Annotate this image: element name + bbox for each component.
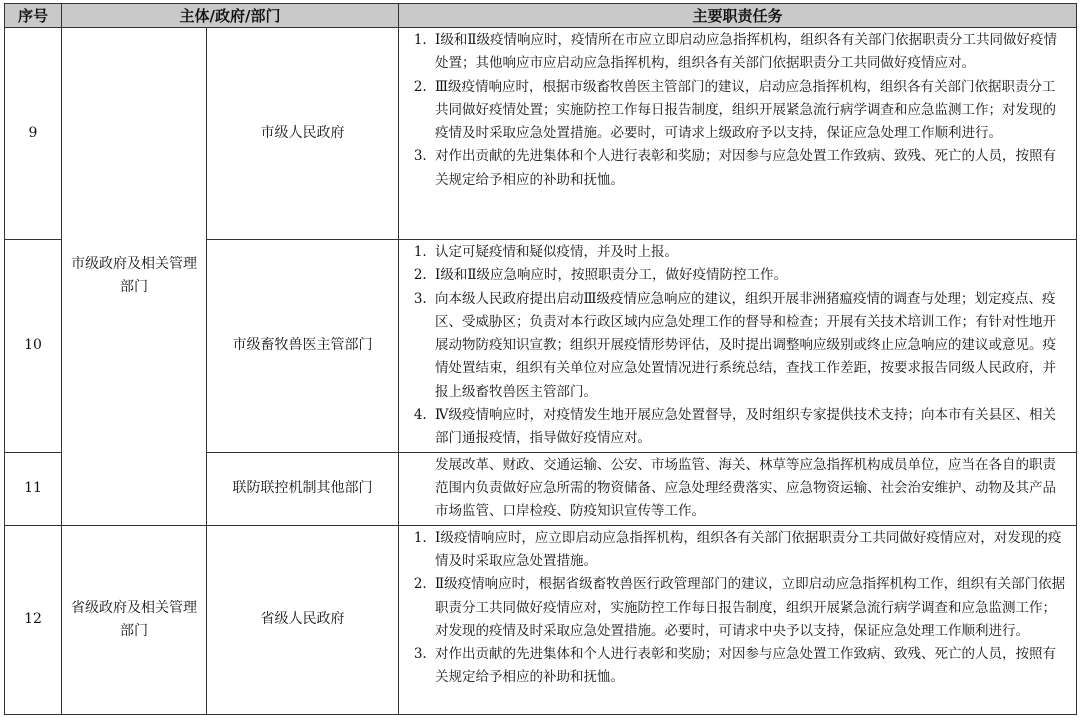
dept-label: 市级畜牧兽医主管部门: [207, 240, 399, 453]
task-item: 4. Ⅳ级疫情响应时，对疫情发生地开展应急处置督导，及时组织专家提供技术支持；向本市有关县区、相关部门通报疫情，指导做好疫情应对。: [431, 404, 1068, 451]
task-item: 3. 对作出贡献的先进集体和个人进行表彰和奖励；对因参与应急处置工作致病、致残、死亡的人员，按照有关规定给予相应的补助和抚恤。: [431, 145, 1068, 192]
table-row: [5, 525, 1077, 714]
task-cell: [399, 525, 1077, 714]
task-cell: [399, 452, 1077, 525]
dept-label: 联防联控机制其他部门: [207, 452, 399, 525]
row-number: 11: [5, 452, 62, 525]
task-item: 1. Ⅰ级疫情响应时，应立即启动应急指挥机构，组织各有关部门依据职责分工共同做好疫情应对，对发现的疫情及时采取应急处置措施。: [431, 527, 1068, 574]
dept-label: 省级人民政府: [207, 525, 399, 714]
document-page: [4, 3, 1076, 715]
task-cell: [399, 240, 1077, 453]
group-label: 市级政府及相关管理部门: [62, 28, 207, 526]
row-number: 12: [5, 525, 62, 714]
task-item: 2. Ⅲ级疫情响应时，根据市级畜牧兽医主管部门的建议，启动应急指挥机构，组织各有关部门依据职责分工共同做好疫情处置；实施防控工作每日报告制度，组织开展紧急流行病学调查和应急监测工作；对发现的疫情及时采取应急处置措施。必要时，可请求上级政府予以支持，保证应急处理工作顺利进行。: [431, 76, 1068, 146]
dept-label: 市级人民政府: [207, 28, 399, 240]
task-cell: [399, 28, 1077, 240]
header-tasks: 主要职责任务: [399, 4, 1077, 28]
task-item: 1. 认定可疑疫情和疑似疫情，并及时上报。: [431, 241, 1068, 264]
table-header-row: [5, 4, 1077, 28]
responsibility-table: [4, 3, 1077, 715]
header-entity: 主体/政府/部门: [62, 4, 399, 28]
row-number: 9: [5, 28, 62, 240]
task-item: 2. Ⅰ级和Ⅱ级应急响应时，按照职责分工，做好疫情防控工作。: [431, 264, 1068, 287]
task-text: 发展改革、财政、交通运输、公安、市场监管、海关、林草等应急指挥机构成员单位，应当在各自的职责范围内负责做好应急所需的物资储备、应急处理经费落实、应急物资运输、社会治安维护、动物及其产品市场监管、口岸检疫、防疫知识宣传等工作。: [435, 456, 1056, 520]
header-no: 序号: [5, 4, 62, 28]
task-item: 3. 向本级人民政府提出启动Ⅲ级疫情应急响应的建议，组织开展非洲猪瘟疫情的调查与处理；划定疫点、疫区、受威胁区；负责对本行政区域内应急处理工作的督导和检查；开展有关技术培训工作；有针对性地开展动物防疫知识宣教；组织开展疫情形势评估，及时提出调整响应级别或终止应急响应的建议或意见。疫情处置结束，组织有关单位对应急处置情况进行系统总结，查找工作差距，按要求报告同级人民政府，并报上级畜牧兽医主管部门。: [431, 288, 1068, 404]
task-item: 3. 对作出贡献的先进集体和个人进行表彰和奖励；对因参与应急处置工作致病、致残、死亡的人员，按照有关规定给予相应的补助和抚恤。: [431, 643, 1068, 690]
task-item: 1. Ⅰ级和Ⅱ级疫情响应时，疫情所在市应立即启动应急指挥机构，组织各有关部门依据职责分工共同做好疫情处置；其他响应市应启动应急指挥机构，组织各有关部门依据职责分工共同做好疫情应对。: [431, 29, 1068, 76]
group-label: 省级政府及相关管理部门: [62, 525, 207, 714]
task-item: 2. Ⅱ级疫情响应时，根据省级畜牧兽医行政管理部门的建议，立即启动应急指挥机构工作，组织有关部门依据职责分工共同做好疫情应对，实施防控工作每日报告制度，组织开展紧急流行病学调查和应急监测工作；对发现的疫情及时采取应急处置措施。必要时，可请求中央予以支持，保证应急处理工作顺利进行。: [431, 573, 1068, 643]
table-row: [5, 28, 1077, 240]
row-number: 10: [5, 240, 62, 453]
